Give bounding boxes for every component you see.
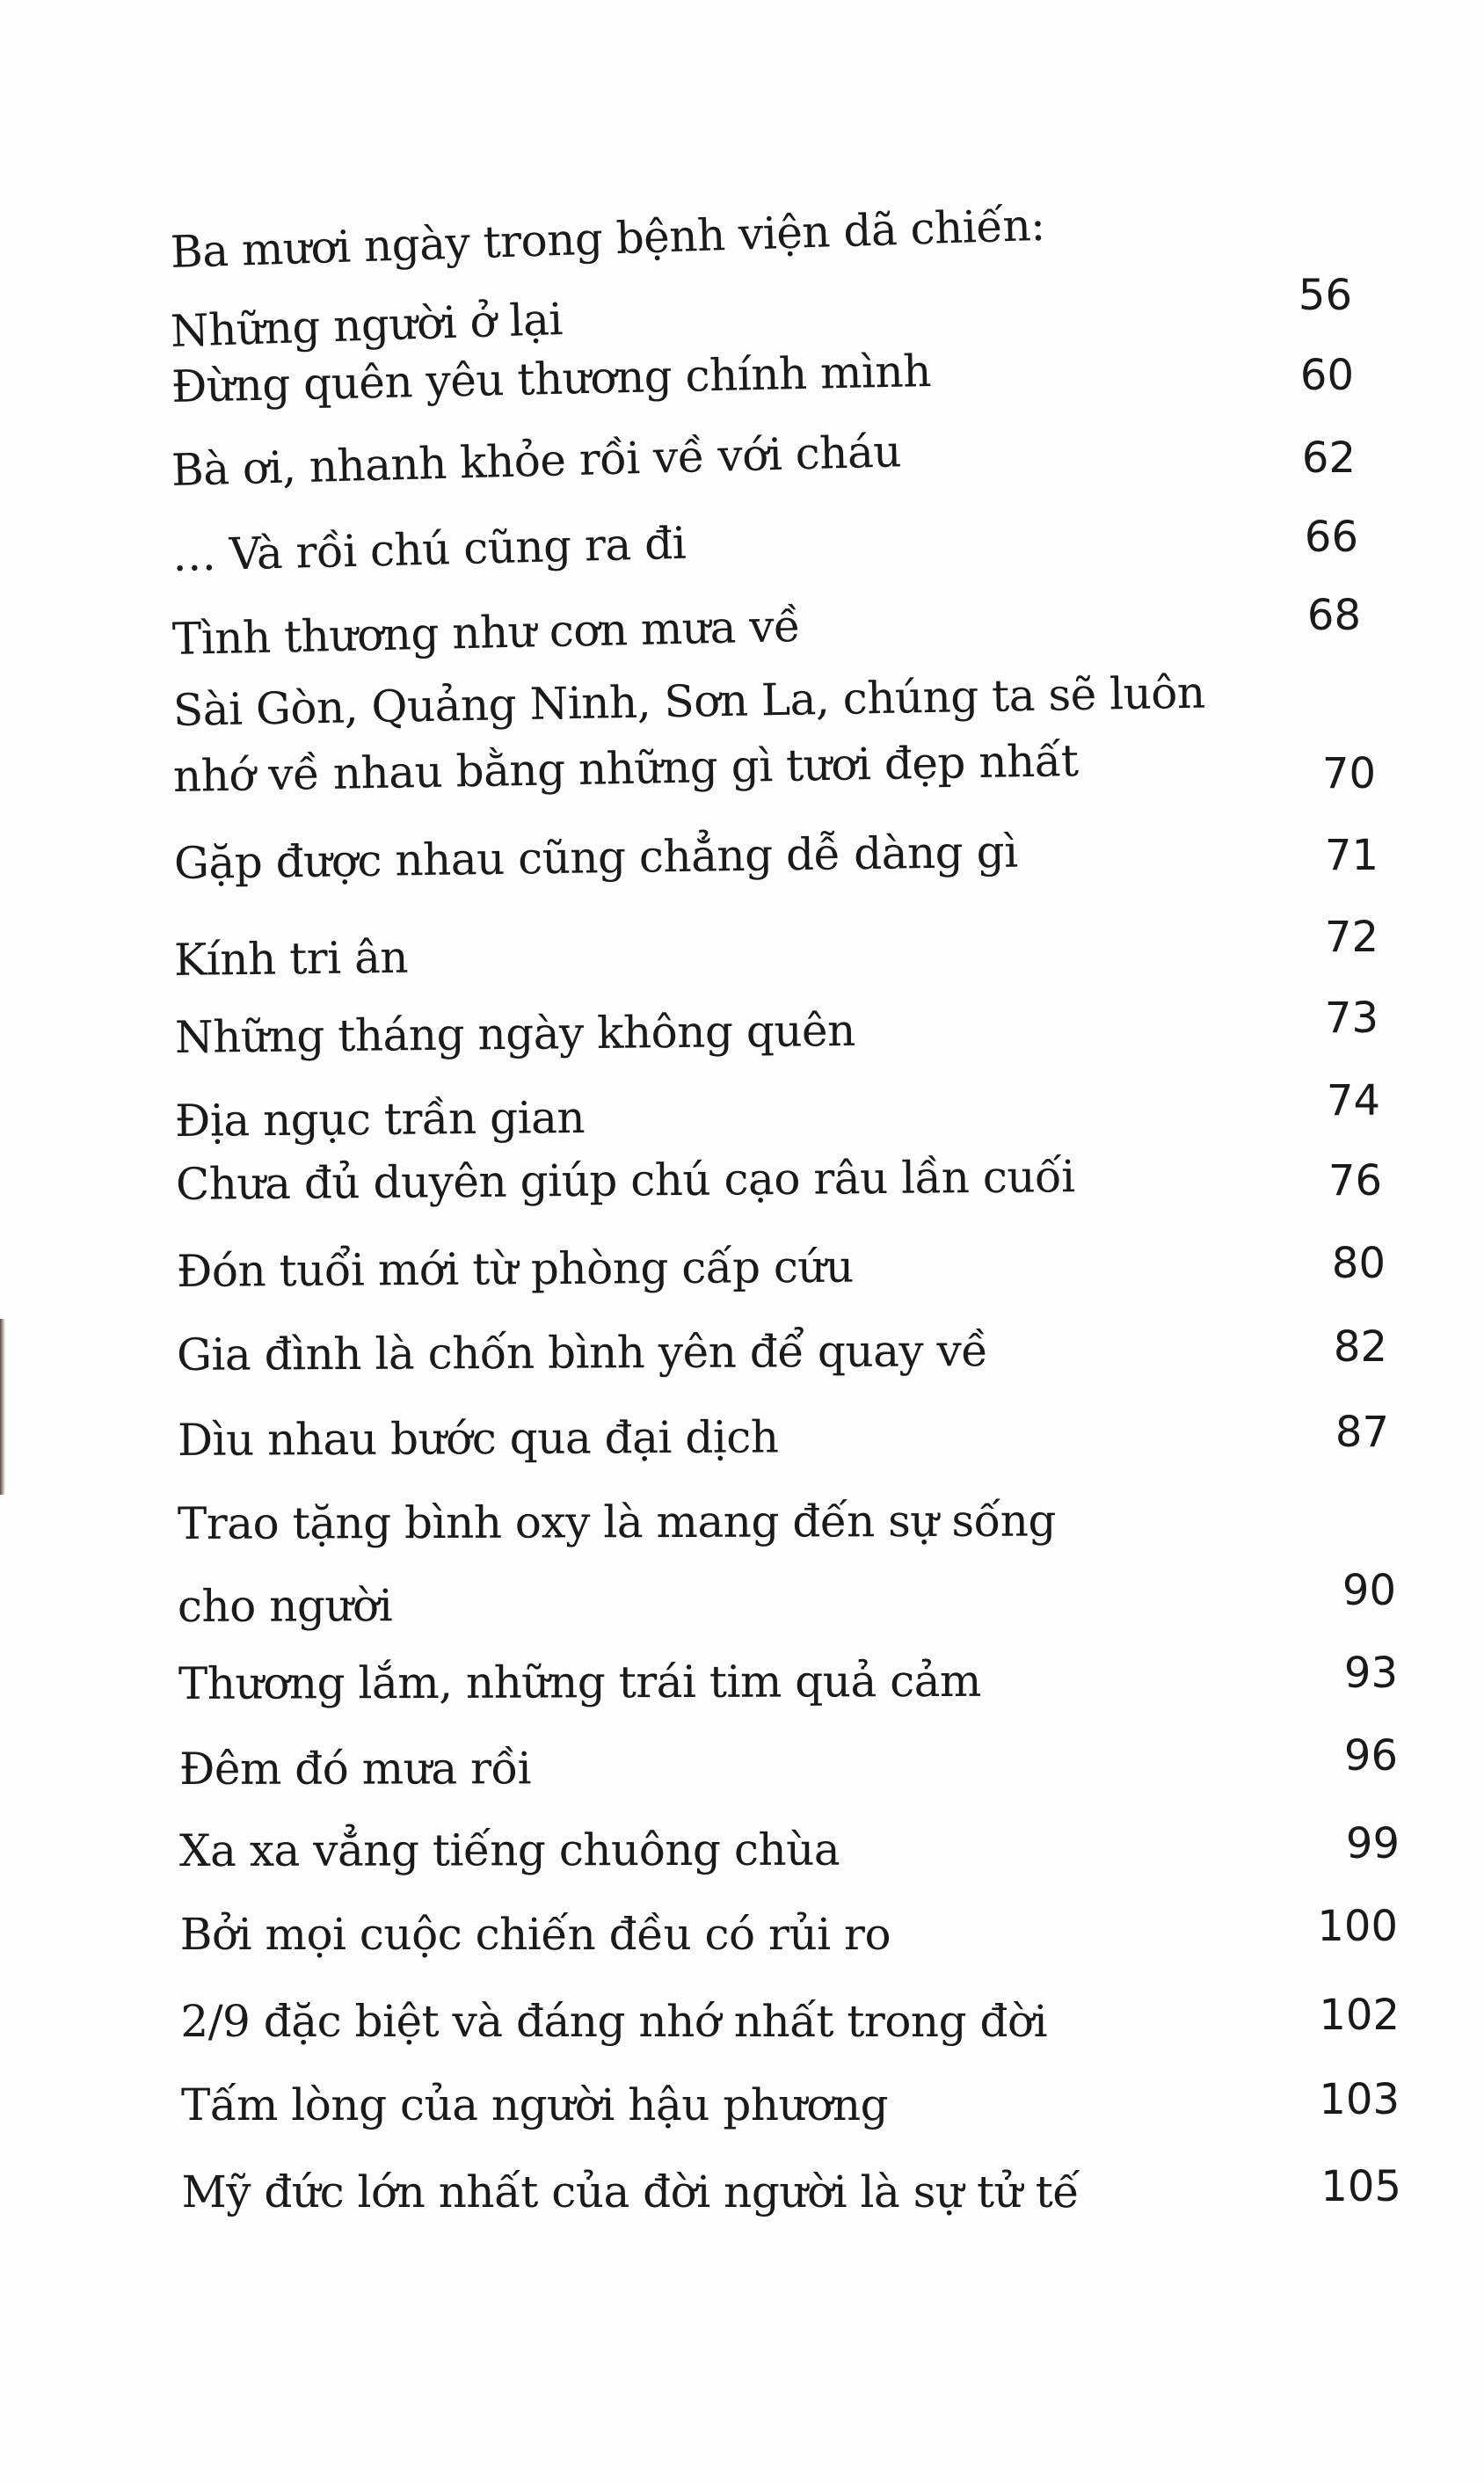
toc-entry-title: Sài Gòn, Quảng Ninh, Sơn La, chúng ta sẽ luôn bbox=[172, 666, 1206, 736]
toc-entry-title: … Và rồi chú cũng ra đi bbox=[171, 517, 687, 581]
toc-entry-title: Gia đình là chốn bình yên để quay về bbox=[177, 1325, 988, 1380]
toc-entry-title: cho người bbox=[178, 1580, 393, 1632]
toc-entry-page-number: 62 bbox=[1301, 433, 1356, 483]
toc-entry-page-number: 72 bbox=[1324, 913, 1379, 962]
toc-entry-page-number: 90 bbox=[1342, 1566, 1396, 1615]
toc-entry-page-number: 70 bbox=[1321, 749, 1376, 798]
toc-entry-page-number: 80 bbox=[1331, 1239, 1386, 1288]
toc-entry-title: Đừng quên yêu thương chính mình bbox=[170, 345, 932, 412]
toc-entry-title: Dìu nhau bước qua đại dịch bbox=[177, 1411, 779, 1466]
toc-entry-title: Tấm lòng của người hậu phương bbox=[181, 2079, 889, 2130]
toc-entry-title: Những tháng ngày không quên bbox=[174, 1004, 855, 1063]
toc-entry-title: Bởi mọi cuộc chiến đều có rủi ro bbox=[179, 1909, 891, 1960]
toc-entry-title: Những người ở lại bbox=[170, 294, 564, 357]
toc-entry-title: Bà ơi, nhanh khỏe rồi về với cháu bbox=[171, 426, 902, 496]
toc-entry-page-number: 68 bbox=[1306, 591, 1361, 640]
toc-entry-page-number: 93 bbox=[1343, 1649, 1398, 1698]
page-edge-shadow bbox=[0, 1319, 5, 1495]
toc-entry-page-number: 74 bbox=[1326, 1076, 1380, 1125]
toc-entry-title: Thương lắm, những trái tim quả cảm bbox=[178, 1655, 981, 1709]
toc-entry-page-number: 82 bbox=[1333, 1322, 1387, 1372]
toc-entry-title: Đón tuổi mới từ phòng cấp cứu bbox=[176, 1241, 854, 1297]
toc-entry-page-number: 73 bbox=[1324, 994, 1379, 1043]
toc-entry-page-number: 100 bbox=[1317, 1902, 1398, 1951]
toc-entry-page-number: 102 bbox=[1319, 1991, 1400, 2040]
toc-entry-title: Chưa đủ duyên giúp chú cạo râu lần cuối bbox=[175, 1151, 1075, 1210]
toc-entry-page-number: 56 bbox=[1298, 271, 1352, 320]
toc-entry-page-number: 103 bbox=[1319, 2075, 1400, 2124]
toc-entry-page-number: 96 bbox=[1343, 1731, 1398, 1780]
toc-entry-page-number: 105 bbox=[1320, 2162, 1401, 2211]
toc-entry-page-number: 76 bbox=[1328, 1156, 1382, 1205]
toc-entry-title: Kính tri ân bbox=[173, 931, 409, 986]
toc-entry-page-number: 60 bbox=[1299, 351, 1354, 400]
toc-entry-title: Tình thương như cơn mưa về bbox=[171, 601, 802, 665]
toc-entry-title: Đêm đó mưa rồi bbox=[178, 1743, 531, 1795]
toc-entry-title: Mỹ đức lớn nhất của đời người là sự tử tế bbox=[181, 2166, 1080, 2217]
toc-entry-title: Xa xa vẳng tiếng chuông chùa bbox=[179, 1824, 840, 1876]
toc-entry-page-number: 87 bbox=[1335, 1408, 1389, 1457]
toc-entry-title: Địa ngục trần gian bbox=[175, 1091, 586, 1147]
toc-entry-page-number: 71 bbox=[1324, 831, 1379, 880]
toc-entry-title: nhớ về nhau bằng những gì tươi đẹp nhất bbox=[172, 735, 1079, 802]
toc-entry-title: Gặp được nhau cũng chẳng dễ dàng gì bbox=[173, 826, 1018, 889]
toc-entry-title: Trao tặng bình oxy là mang đến sự sống bbox=[178, 1495, 1057, 1549]
toc-entry-page-number: 66 bbox=[1304, 513, 1358, 562]
toc-entry-page-number: 99 bbox=[1345, 1819, 1400, 1868]
toc-entry-title: Ba mươi ngày trong bệnh viện dã chiến: bbox=[170, 199, 1046, 278]
toc-entry-title: 2/9 đặc biệt và đáng nhớ nhất trong đời bbox=[180, 1996, 1048, 2047]
